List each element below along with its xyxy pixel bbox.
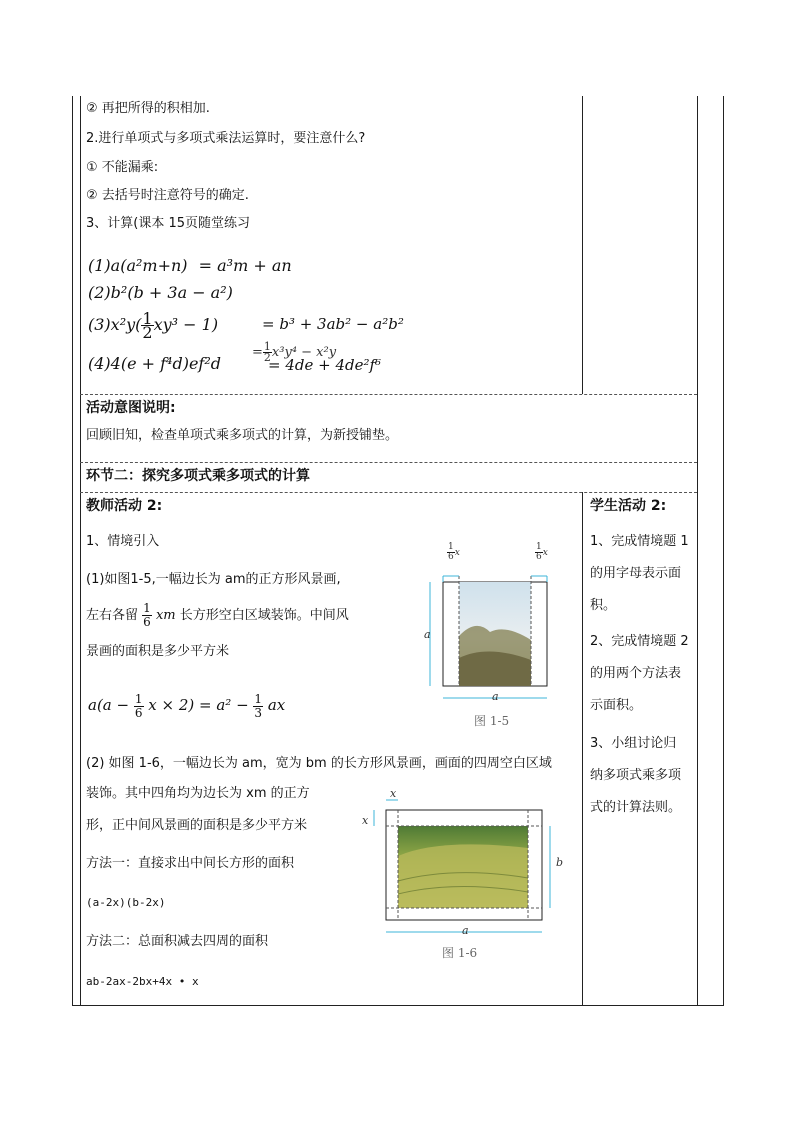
fraction-denominator: 6 xyxy=(134,705,143,720)
fraction-denominator: 3 xyxy=(254,705,263,720)
teacher-p2-line-b: 装饰。其中四角均为边长为 xm 的正方 xyxy=(86,786,310,801)
fig15-top-right-label: x xyxy=(542,548,548,558)
student-heading: 学生活动 2: xyxy=(590,498,667,514)
intent-heading: 活动意图说明: xyxy=(86,400,176,416)
p1-b-post: 长方形空白区域装饰。中间风 xyxy=(175,608,349,623)
teacher-p1-line-c: 景画的面积是多少平方米 xyxy=(86,644,230,659)
method-1-expression: (a-2x)(b-2x) xyxy=(86,896,166,909)
text-line: ① 不能漏乘: xyxy=(86,160,159,175)
column-divider-bottom xyxy=(582,492,583,1005)
fig16-right-label: b xyxy=(556,856,564,869)
eq1-mid: x × 2) = a² − xyxy=(148,696,249,714)
method-1-label: 方法一：直接求出中间长方形的面积 xyxy=(86,856,295,871)
figure-1-6 xyxy=(360,786,570,946)
exercise-2-result xyxy=(262,314,404,334)
exercise-4-result xyxy=(268,355,381,375)
row-divider-1 xyxy=(80,394,697,395)
fraction-numerator: 1 xyxy=(448,542,454,552)
exercise-1-right: = a³m + an xyxy=(198,256,292,275)
fraction-one-third xyxy=(253,693,263,720)
student-item: 示面积。 xyxy=(590,698,643,713)
student-item: 的用字母表示面 xyxy=(590,566,682,581)
fraction-numerator: 1 xyxy=(254,691,263,706)
student-item: 积。 xyxy=(590,598,617,613)
fig15-caption: 图 1-5 xyxy=(474,714,510,728)
row-divider-2 xyxy=(80,462,697,463)
eq1-pre: a(a − xyxy=(88,696,130,714)
fig15-top-left-label: x xyxy=(454,548,460,558)
text-line: ② 再把所得的积相加. xyxy=(86,101,210,116)
student-item: 式的计算法则。 xyxy=(590,800,682,815)
exercise-2 xyxy=(88,283,233,303)
exercise-4-left: (4)4(e + f⁴d)ef²d xyxy=(88,354,221,373)
method-2-expression: ab-2ax-2bx+4x • x xyxy=(86,975,199,988)
section-heading: 环节二：探究多项式乘多项式的计算 xyxy=(86,468,310,484)
teacher-p2-line-a: (2) 如图 1-6，一幅边长为 am，宽为 bm 的长方形风景画，画面的四周空白区域 xyxy=(86,756,552,771)
fig16-caption: 图 1-6 xyxy=(442,946,478,960)
fraction-denominator: 6 xyxy=(536,552,542,562)
fraction-one-sixth xyxy=(535,543,543,562)
fig15-bottom-label: a xyxy=(492,690,499,703)
fraction-denominator: 6 xyxy=(143,615,151,629)
fraction-one-sixth xyxy=(447,543,455,562)
student-item: 1、完成情境题 1 xyxy=(590,534,689,549)
exercise-3-suffix: xy³ − 1) xyxy=(153,315,219,334)
exercise-3-prefix: (3)x²y( xyxy=(88,315,142,334)
exercise-2-left: (2)b²(b + 3a − a²) xyxy=(88,283,233,302)
teacher-p2-line-c: 形，正中间风景画的面积是多少平方米 xyxy=(86,818,308,833)
terrace-field xyxy=(398,844,528,908)
fraction-one-sixth xyxy=(134,693,144,720)
eq1-post: ax xyxy=(267,696,286,714)
fraction-denominator: 2 xyxy=(263,351,271,364)
fraction-half xyxy=(141,309,153,342)
p1-b-pre: 左右各留 xyxy=(86,608,139,623)
figure-1-6-drawing xyxy=(360,786,570,946)
student-item: 3、小组讨论归 xyxy=(590,736,677,751)
equation-1 xyxy=(88,690,285,720)
fig15-side-label: a xyxy=(424,628,431,641)
fig15-top-right-frac xyxy=(535,543,548,562)
fraction-denominator: 2 xyxy=(142,323,153,342)
table-border-bottom xyxy=(72,1005,724,1006)
exercise-4-right: = 4de + 4de²f⁶ xyxy=(268,356,382,374)
foreground-hill xyxy=(459,651,531,686)
fraction-denominator: 6 xyxy=(448,552,454,562)
fig15-top-left-frac xyxy=(447,543,460,562)
text-line: 3、计算(课本 15页随堂练习 xyxy=(86,216,251,231)
fraction-one-sixth xyxy=(142,602,152,629)
table-border-right xyxy=(723,96,724,1005)
exercise-1-left: (1)a(a²m+n) xyxy=(88,256,188,275)
fraction-numerator: 1 xyxy=(263,340,271,353)
teacher-heading: 教师活动 2: xyxy=(86,498,163,514)
teacher-p1-line-a: (1)如图1-5,一幅边长为 am的正方形风景画, xyxy=(86,572,341,587)
fraction-numerator: 1 xyxy=(142,309,153,328)
fig16-left-label: x xyxy=(362,814,369,827)
p1-b-var: xm xyxy=(155,608,176,623)
column-divider-top xyxy=(582,96,583,394)
fig16-bottom-label: a xyxy=(462,924,469,937)
intent-body: 回顾旧知，检查单项式乘多项式的计算，为新授铺垫。 xyxy=(86,428,399,443)
exercise-1 xyxy=(88,256,292,276)
student-item: 的用两个方法表 xyxy=(590,666,682,681)
fraction-numerator: 1 xyxy=(134,691,143,706)
exercise-3-right-suffix: x³y⁴ − x²y xyxy=(271,345,337,360)
exercise-4 xyxy=(88,354,221,374)
exercise-3 xyxy=(88,309,219,342)
fraction-numerator: 1 xyxy=(143,601,151,615)
table-inner-left xyxy=(80,96,81,1005)
fig16-top-label: x xyxy=(390,787,397,800)
text-line: ② 去括号时注意符号的确定. xyxy=(86,188,249,203)
text-line: 2.进行单项式与多项式乘法运算时，要注意什么? xyxy=(86,131,366,146)
exercise-2-right: = b³ + 3ab² − a²b² xyxy=(262,315,404,333)
row-divider-3 xyxy=(80,492,697,493)
teacher-item-1: 1、情境引入 xyxy=(86,534,160,549)
teacher-p1-line-b xyxy=(86,602,349,629)
student-item: 纳多项式乘多项 xyxy=(590,768,682,783)
method-2-label: 方法二：总面积减去四周的面积 xyxy=(86,934,269,949)
table-border-left xyxy=(72,96,73,1005)
fraction-numerator: 1 xyxy=(536,542,542,552)
exercise-3-right-prefix: = xyxy=(252,345,263,360)
student-item: 2、完成情境题 2 xyxy=(590,634,689,649)
table-inner-right xyxy=(697,96,698,1005)
